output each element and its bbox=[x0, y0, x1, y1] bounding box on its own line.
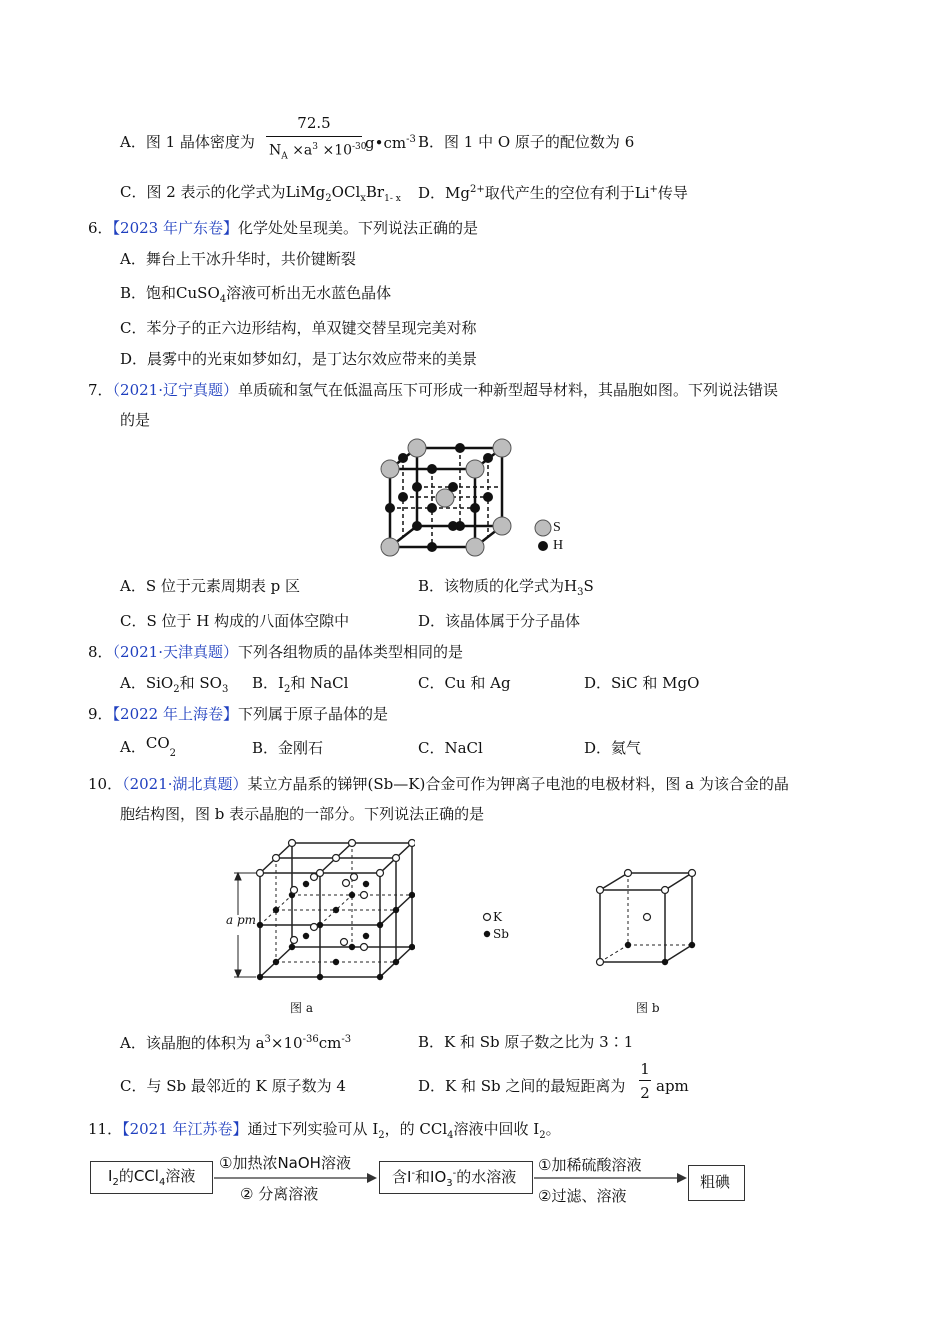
q5-option-d-end: 传导 bbox=[657, 184, 688, 202]
den-a-sup: 3 bbox=[312, 142, 319, 152]
question-text: 某立方晶系的锑钾(Sb—K)合金可作为钾离子电池的电极材料，图 a 为该合金的晶 bbox=[247, 775, 789, 793]
legend-k-label: K bbox=[493, 910, 502, 924]
q5-option-d-text: 取代产生的空位有利于 bbox=[484, 184, 635, 202]
fraction-bar bbox=[639, 1080, 651, 1081]
legend-sb-marker bbox=[484, 931, 490, 937]
den-a: ×a bbox=[287, 142, 313, 159]
den-na-sub: A bbox=[281, 151, 288, 162]
s-atom bbox=[408, 439, 426, 457]
opt-prefix: B．该物质的化学式为 bbox=[418, 577, 565, 595]
flow-box-1-label bbox=[108, 1169, 195, 1188]
q10-stem bbox=[88, 777, 789, 792]
legend-s-marker bbox=[535, 520, 551, 536]
question-text: 溶液中回收 I bbox=[453, 1120, 540, 1138]
q5-option-a-unit bbox=[365, 135, 416, 151]
q5-option-c bbox=[120, 185, 401, 204]
q8-stem bbox=[88, 645, 463, 660]
q9-option-a bbox=[120, 734, 176, 759]
fraction-numerator: 1 bbox=[640, 1060, 650, 1078]
opt-prefix: D．K 和 Sb 之间的最短距离为 bbox=[418, 1077, 626, 1095]
charge: - bbox=[452, 1168, 457, 1179]
question-text: 下列各组物质的晶体类型相同的是 bbox=[238, 643, 464, 661]
opt-text: 溶液可析出无水蓝色晶体 bbox=[226, 284, 392, 302]
h-atom bbox=[427, 503, 437, 513]
q7-option-b bbox=[418, 579, 594, 598]
question-source: （2021·湖北真题） bbox=[122, 775, 248, 793]
q9-option-c: C．NaCl bbox=[418, 739, 483, 757]
q5-option-b: B．图 1 中 O 原子的配位数为 6 bbox=[418, 133, 635, 151]
q8-option-b bbox=[252, 676, 348, 695]
opt-prefix: A．SiO bbox=[120, 674, 174, 692]
question-source: 【2022 年上海卷】 bbox=[112, 705, 238, 723]
q10-stem-line2: 胞结构图，图 b 表示晶胞的一部分。下列说法正确的是 bbox=[120, 805, 485, 823]
opt-prefix: A．该晶胞的体积为 a bbox=[120, 1034, 265, 1052]
box-text: 的CCl bbox=[118, 1167, 159, 1185]
flow-arrow-1-bottom: ② 分离溶液 bbox=[240, 1185, 319, 1203]
question-text: 。 bbox=[545, 1120, 561, 1138]
formula-part: H bbox=[564, 577, 578, 595]
opt-prefix: A． bbox=[120, 738, 146, 756]
q6-option-a: A．舞台上干冰升华时，共价键断裂 bbox=[120, 250, 356, 268]
legend-sb-label: Sb bbox=[493, 927, 509, 941]
formula-sub: 3 bbox=[446, 1178, 453, 1189]
question-source: （2021·天津真题） bbox=[112, 643, 238, 661]
formula-sub: 3 bbox=[221, 684, 229, 695]
q9-option-d: D．氦气 bbox=[584, 739, 642, 757]
h-atom bbox=[427, 464, 437, 474]
s-atom bbox=[466, 460, 484, 478]
q5-option-d-prefix: D． bbox=[418, 184, 446, 202]
h-atom bbox=[483, 453, 493, 463]
question-text: 下列属于原子晶体的是 bbox=[238, 705, 389, 723]
q11-stem bbox=[88, 1122, 561, 1141]
h-atom bbox=[398, 492, 408, 502]
formula-sub: 2 bbox=[283, 684, 291, 695]
den-ten-sup: -30 bbox=[352, 142, 367, 152]
formula-part: S bbox=[583, 577, 594, 595]
q7-stem bbox=[88, 383, 778, 398]
unit: cm bbox=[318, 1034, 342, 1052]
opt-text: ×10 bbox=[270, 1034, 303, 1052]
formula-sub: x bbox=[360, 193, 366, 204]
s-atom bbox=[381, 538, 399, 556]
formula-part: LiMg bbox=[285, 183, 326, 201]
formula-sub: 3 bbox=[577, 587, 584, 598]
formula-part: Br bbox=[365, 183, 385, 201]
q6-stem bbox=[88, 221, 478, 236]
s-atom bbox=[466, 538, 484, 556]
question-text: 单质硫和氢气在低温高压下可形成一种新型超导材料，其晶胞如图。下列说法错误 bbox=[238, 381, 779, 399]
ion-li: Li bbox=[634, 184, 650, 202]
q8-option-a bbox=[120, 676, 228, 695]
q10-option-d-unit: apm bbox=[656, 1077, 689, 1095]
box-text: 溶液 bbox=[165, 1167, 196, 1185]
opt-prefix: B．饱和 bbox=[120, 284, 177, 302]
formula-sub: 2 bbox=[169, 748, 176, 759]
q7-crystal-figure bbox=[375, 436, 575, 561]
question-source: （2021·辽宁真题） bbox=[112, 381, 238, 399]
question-number: 8． bbox=[88, 643, 113, 661]
fig-a-label: 图 a bbox=[290, 1001, 313, 1015]
flow-box-2-label bbox=[392, 1169, 516, 1189]
q7-option-c: C．S 位于 H 构成的八面体空隙中 bbox=[120, 612, 350, 630]
box-text: 的水溶液 bbox=[456, 1168, 517, 1186]
half-fraction bbox=[638, 1062, 652, 1077]
q10-option-b: B．K 和 Sb 原子数之比为 3∶1 bbox=[418, 1033, 634, 1051]
h-atom bbox=[385, 503, 395, 513]
q9-option-b: B．金刚石 bbox=[252, 739, 324, 757]
fig-b-label: 图 b bbox=[636, 1001, 660, 1015]
ion-mg-charge: 2+ bbox=[470, 184, 485, 195]
flow-arrow-1-top: ①加热浓NaOH溶液 bbox=[219, 1154, 351, 1172]
q5-option-a-prefix: A．图 1 晶体密度为 bbox=[120, 133, 255, 151]
q7-option-d: D．该晶体属于分子晶体 bbox=[418, 612, 581, 630]
h-atom bbox=[412, 521, 422, 531]
s-atom bbox=[381, 460, 399, 478]
q5-option-d bbox=[418, 185, 688, 201]
formula-part: CuSO bbox=[176, 284, 220, 302]
h-atom bbox=[448, 521, 458, 531]
sup: 3 bbox=[264, 1034, 271, 1045]
question-text: 化学处处呈现美。下列说法正确的是 bbox=[238, 219, 479, 237]
question-source: 【2021 年江苏卷】 bbox=[122, 1120, 248, 1138]
legend-k-marker bbox=[484, 914, 491, 921]
q9-stem bbox=[88, 707, 388, 722]
question-number: 7． bbox=[88, 381, 113, 399]
s-atom bbox=[493, 439, 511, 457]
s-atom bbox=[493, 517, 511, 535]
legend-s-label: S bbox=[553, 520, 561, 535]
formula-sub: 2 bbox=[112, 1177, 119, 1188]
box-text: I bbox=[108, 1167, 113, 1185]
flow-arrow-1 bbox=[214, 1172, 378, 1184]
q10-option-c: C．与 Sb 最邻近的 K 原子数为 4 bbox=[120, 1077, 346, 1095]
formula-sub: 2 bbox=[325, 193, 332, 204]
q7-option-a: A．S 位于元素周期表 p 区 bbox=[120, 577, 301, 595]
formula-sub: 2 bbox=[173, 684, 180, 695]
unit-sup: -3 bbox=[406, 134, 416, 145]
charge: - bbox=[411, 1168, 416, 1179]
flow-box-3-label: 粗碘 bbox=[700, 1173, 731, 1191]
sup: -36 bbox=[302, 1034, 319, 1045]
fraction-numerator: 72.5 bbox=[297, 114, 331, 132]
formula-sub: 4 bbox=[158, 1177, 166, 1188]
q10-figure-a bbox=[220, 835, 415, 985]
flow-arrow-2-top: ①加稀硫酸溶液 bbox=[538, 1156, 642, 1174]
flow-arrow-2 bbox=[534, 1172, 688, 1184]
question-number: 6． bbox=[88, 219, 113, 237]
unit: g•cm bbox=[365, 134, 407, 152]
opt-prefix: B．I bbox=[252, 674, 284, 692]
q6-option-c: C．苯分子的正六边形结构，单双键交替呈现完美对称 bbox=[120, 319, 477, 337]
h-atom bbox=[427, 542, 437, 552]
q5-option-a bbox=[120, 135, 255, 150]
q6-option-d: D．晨雾中的光束如梦如幻，是丁达尔效应带来的美景 bbox=[120, 350, 478, 368]
h-atom bbox=[448, 482, 458, 492]
legend-h-marker bbox=[538, 541, 548, 551]
q10-option-a bbox=[120, 1035, 351, 1051]
question-text: ，的 CCl bbox=[384, 1120, 448, 1138]
h-atom bbox=[455, 443, 465, 453]
den-ten: ×10 bbox=[318, 142, 353, 159]
formula-sub: 4 bbox=[219, 294, 227, 305]
question-number: 10． bbox=[88, 775, 123, 793]
sup: -3 bbox=[341, 1034, 352, 1045]
q5-density-fraction bbox=[266, 116, 362, 131]
q7-stem-line2: 的是 bbox=[120, 411, 151, 429]
q10-option-d bbox=[418, 1079, 625, 1094]
formula-sub: 2 bbox=[539, 1130, 546, 1141]
question-text: 通过下列实验可从 I bbox=[247, 1120, 379, 1138]
h-atom bbox=[483, 492, 493, 502]
q5-option-c-prefix: C．图 2 表示的化学式为 bbox=[120, 183, 286, 201]
fraction-denominator bbox=[269, 143, 367, 161]
legend-h-label: H bbox=[553, 538, 564, 553]
apm-label: a pm bbox=[226, 913, 257, 927]
opt-text: 和 SO bbox=[179, 674, 222, 692]
formula-sub: 2 bbox=[378, 1130, 385, 1141]
question-number: 9． bbox=[88, 705, 113, 723]
formula-part: CO bbox=[145, 734, 170, 752]
formula-sub: 1- x bbox=[384, 194, 401, 204]
question-number: 11． bbox=[88, 1120, 123, 1138]
question-source: 【2023 年广东卷】 bbox=[112, 219, 238, 237]
half-fraction-den bbox=[638, 1086, 652, 1101]
box-text: 含I bbox=[392, 1168, 412, 1186]
h-atom bbox=[412, 482, 422, 492]
fraction-bar bbox=[266, 136, 362, 137]
opt-text: 和 NaCl bbox=[290, 674, 349, 692]
fraction-denominator: 2 bbox=[640, 1084, 650, 1102]
h-atom bbox=[470, 503, 480, 513]
q8-option-c: C．Cu 和 Ag bbox=[418, 674, 511, 692]
ion-li-charge: + bbox=[649, 184, 658, 195]
formula-part: OCl bbox=[331, 183, 361, 201]
ion-mg: Mg bbox=[445, 184, 470, 202]
q10-figure-b bbox=[590, 865, 700, 970]
q6-option-b bbox=[120, 286, 391, 305]
den-na: N bbox=[269, 142, 282, 159]
formula-sub: 4 bbox=[447, 1130, 454, 1141]
box-text: 和IO bbox=[415, 1168, 447, 1186]
q8-option-d: D．SiC 和 MgO bbox=[584, 674, 700, 692]
flow-arrow-2-bottom: ②过滤、溶液 bbox=[538, 1187, 627, 1205]
h-atom bbox=[398, 453, 408, 463]
